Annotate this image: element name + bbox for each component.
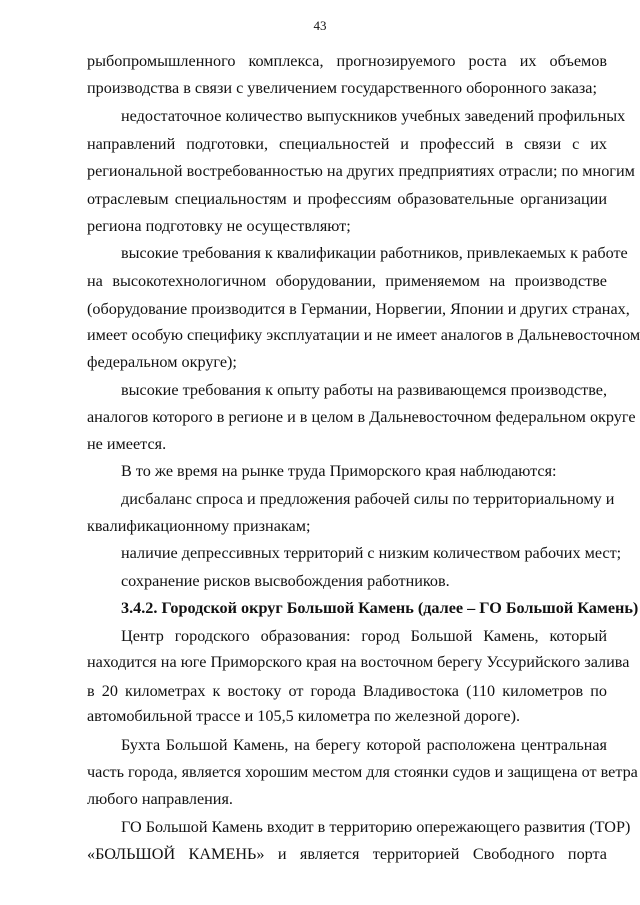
text-line: часть города, является хорошим местом для стоянки судов и защищена от ветра xyxy=(87,763,638,781)
text-line: на высокотехнологичном оборудовании, применяемом на производстве xyxy=(87,272,607,290)
text-line: производства в связи с увеличением государственного оборонного заказа; xyxy=(87,79,597,97)
text-line: недостаточное количество выпускников учебных заведений профильных xyxy=(121,107,626,125)
text-line: аналогов которого в регионе и в целом в Дальневосточном федеральном округе xyxy=(87,408,636,426)
text-line: наличие депрессивных территорий с низким количеством рабочих мест; xyxy=(121,544,622,562)
text-line: В то же время на рынке труда Приморского края наблюдаются: xyxy=(121,462,557,480)
text-line: не имеется. xyxy=(87,435,167,453)
text-line: находится на юге Приморского края на восточном берегу Уссурийского залива xyxy=(87,653,630,671)
text-line: региональной востребованностью на других предприятиях отрасли; по многим xyxy=(87,162,635,180)
text-line: высокие требования к опыту работы на развивающемся производстве, xyxy=(121,381,607,399)
section-heading: 3.4.2. Городской округ Большой Камень (далее – ГО Большой Камень) xyxy=(121,599,639,617)
text-line: «БОЛЬШОЙ КАМЕНЬ» и является территорией Свободного порта xyxy=(87,845,607,863)
text-line: отраслевым специальностям и профессиям образовательные организации xyxy=(87,190,607,208)
text-line: направлений подготовки, специальностей и профессий в связи с их xyxy=(87,135,607,153)
text-line: (оборудование производится в Германии, Норвегии, Японии и других странах, xyxy=(87,300,630,318)
text-line: сохранение рисков высвобождения работников. xyxy=(121,572,450,590)
text-line: квалификационному признакам; xyxy=(87,517,311,535)
text-line: любого направления. xyxy=(87,790,233,808)
text-line: Центр городского образования: город Большой Камень, который xyxy=(121,627,607,645)
text-line: Бухта Большой Камень, на берегу которой расположена центральная xyxy=(121,736,607,754)
text-line: дисбаланс спроса и предложения рабочей силы по территориальному и xyxy=(121,490,615,508)
text-line: высокие требования к квалификации работников, привлекаемых к работе xyxy=(121,244,628,262)
text-line: автомобильной трассе и 105,5 километра по железной дороге). xyxy=(87,707,521,725)
text-line: в 20 километрах к востоку от города Владивостока (110 километров по xyxy=(87,682,607,700)
text-line: региона подготовку не осуществляют; xyxy=(87,217,351,235)
text-line: ГО Большой Камень входит в территорию опережающего развития (ТОР) xyxy=(121,818,631,836)
text-line: имеет особую специфику эксплуатации и не имеет аналогов в Дальневосточном xyxy=(87,326,640,344)
page-number: 43 xyxy=(313,18,327,33)
text-line: рыбопромышленного комплекса, прогнозируемого роста их объемов xyxy=(87,52,607,70)
text-line: федеральном округе); xyxy=(87,353,237,371)
